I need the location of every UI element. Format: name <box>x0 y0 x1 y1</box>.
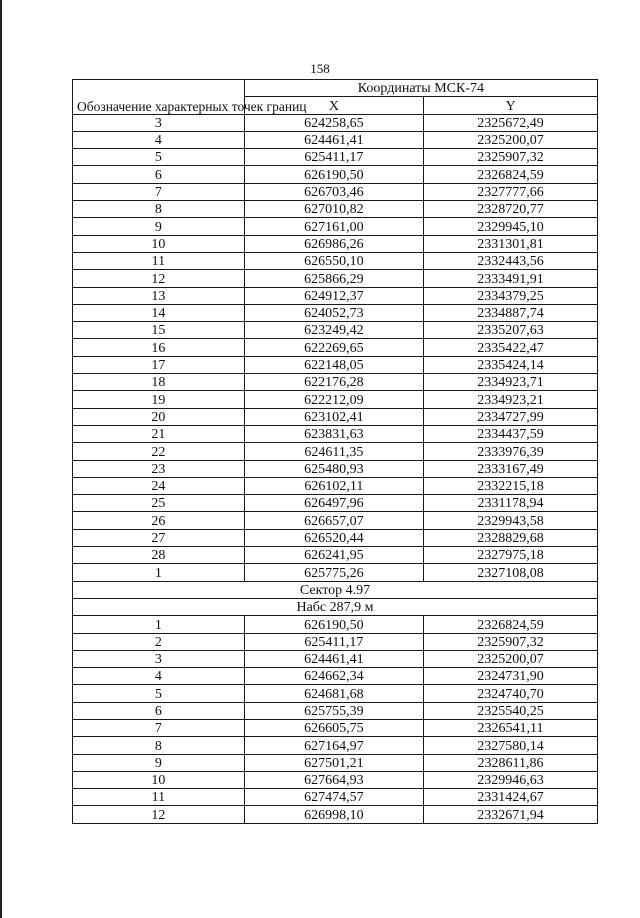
y-coordinate-cell: 2325540,25 <box>424 702 598 719</box>
y-coordinate-cell: 2334923,71 <box>424 374 598 391</box>
y-coordinate-cell: 2327108,08 <box>424 564 598 581</box>
y-coordinate-cell: 2334727,99 <box>424 408 598 425</box>
table-row <box>73 391 598 408</box>
x-coordinate-cell: 623249,42 <box>244 322 423 339</box>
y-coordinate-cell: 2333167,49 <box>424 460 598 477</box>
y-coordinate-cell: 2327580,14 <box>424 737 598 754</box>
x-coordinate-cell: 627474,57 <box>244 789 423 806</box>
height-label: Набс 287,9 м <box>73 598 598 615</box>
x-coordinate-cell: 626657,07 <box>244 512 423 529</box>
point-number-cell: 13 <box>73 287 245 304</box>
point-number-cell: 2 <box>73 633 245 650</box>
point-number-cell: 8 <box>73 737 245 754</box>
x-coordinate-cell: 624681,68 <box>244 685 423 702</box>
x-coordinate-cell: 623831,63 <box>244 425 423 442</box>
x-coordinate-cell: 622269,65 <box>244 339 423 356</box>
header-coordinates-title: Координаты МСК-74 <box>244 80 597 97</box>
point-number-cell: 1 <box>73 564 245 581</box>
point-number-cell: 3 <box>73 650 245 667</box>
table-row <box>73 339 598 356</box>
y-coordinate-cell: 2335424,14 <box>424 356 598 373</box>
point-number-cell: 14 <box>73 304 245 321</box>
x-coordinate-cell: 627164,97 <box>244 737 423 754</box>
y-coordinate-cell: 2325907,32 <box>424 633 598 650</box>
point-number-cell: 20 <box>73 408 245 425</box>
point-number-cell: 17 <box>73 356 245 373</box>
header-col-x: X <box>244 97 423 114</box>
point-number-cell: 5 <box>73 685 245 702</box>
y-coordinate-cell: 2325200,07 <box>424 131 598 148</box>
x-coordinate-cell: 626190,50 <box>244 616 423 633</box>
page-number: 158 <box>310 61 330 76</box>
table-row <box>73 702 598 719</box>
y-coordinate-cell: 2328611,86 <box>424 754 598 771</box>
table-row <box>73 408 598 425</box>
sector-title: Сектор 4.97 <box>73 581 598 598</box>
point-number-cell: 10 <box>73 235 245 252</box>
point-number-cell: 16 <box>73 339 245 356</box>
x-coordinate-cell: 624258,65 <box>244 114 423 131</box>
point-number-cell: 15 <box>73 322 245 339</box>
x-coordinate-cell: 625480,93 <box>244 460 423 477</box>
table-row <box>73 425 598 442</box>
x-coordinate-cell: 623102,41 <box>244 408 423 425</box>
point-number-cell: 9 <box>73 754 245 771</box>
table-row <box>73 685 598 702</box>
point-number-cell: 1 <box>73 616 245 633</box>
header-point-designation: Обозначение характерных точек границ <box>73 80 245 115</box>
table-row <box>73 564 598 581</box>
point-number-cell: 3 <box>73 114 245 131</box>
table-row <box>73 460 598 477</box>
table-row <box>73 443 598 460</box>
point-number-cell: 6 <box>73 702 245 719</box>
y-coordinate-cell: 2329943,58 <box>424 512 598 529</box>
x-coordinate-cell: 627664,93 <box>244 771 423 788</box>
y-coordinate-cell: 2332671,94 <box>424 806 598 823</box>
table-row <box>73 616 598 633</box>
table-row <box>73 633 598 650</box>
x-coordinate-cell: 622176,28 <box>244 374 423 391</box>
point-number-cell: 8 <box>73 201 245 218</box>
y-coordinate-cell: 2335422,47 <box>424 339 598 356</box>
x-coordinate-cell: 626241,95 <box>244 547 423 564</box>
x-coordinate-cell: 624052,73 <box>244 304 423 321</box>
y-coordinate-cell: 2326541,11 <box>424 719 598 736</box>
y-coordinate-cell: 2334379,25 <box>424 287 598 304</box>
x-coordinate-cell: 622148,05 <box>244 356 423 373</box>
y-coordinate-cell: 2332215,18 <box>424 477 598 494</box>
point-number-cell: 12 <box>73 270 245 287</box>
point-number-cell: 6 <box>73 166 245 183</box>
y-coordinate-cell: 2328829,68 <box>424 529 598 546</box>
point-number-cell: 26 <box>73 512 245 529</box>
point-number-cell: 12 <box>73 806 245 823</box>
table-row <box>73 477 598 494</box>
table-row <box>73 495 598 512</box>
y-coordinate-cell: 2335207,63 <box>424 322 598 339</box>
x-coordinate-cell: 624662,34 <box>244 668 423 685</box>
x-coordinate-cell: 626190,50 <box>244 166 423 183</box>
sector-title-row <box>73 581 598 598</box>
table-row <box>73 754 598 771</box>
point-number-cell: 7 <box>73 183 245 200</box>
table-row <box>73 149 598 166</box>
x-coordinate-cell: 626703,46 <box>244 183 423 200</box>
x-coordinate-cell: 627161,00 <box>244 218 423 235</box>
y-coordinate-cell: 2329945,10 <box>424 218 598 235</box>
y-coordinate-cell: 2331178,94 <box>424 495 598 512</box>
point-number-cell: 28 <box>73 547 245 564</box>
coordinates-table <box>72 79 598 824</box>
x-coordinate-cell: 625755,39 <box>244 702 423 719</box>
table-row <box>73 806 598 823</box>
point-number-cell: 23 <box>73 460 245 477</box>
table-row <box>73 304 598 321</box>
table-row <box>73 322 598 339</box>
x-coordinate-cell: 624461,41 <box>244 131 423 148</box>
x-coordinate-cell: 627501,21 <box>244 754 423 771</box>
table-row <box>73 114 598 131</box>
x-coordinate-cell: 626102,11 <box>244 477 423 494</box>
point-number-cell: 7 <box>73 719 245 736</box>
y-coordinate-cell: 2334887,74 <box>424 304 598 321</box>
y-coordinate-cell: 2334437,59 <box>424 425 598 442</box>
x-coordinate-cell: 626497,96 <box>244 495 423 512</box>
point-number-cell: 21 <box>73 425 245 442</box>
table-row <box>73 252 598 269</box>
x-coordinate-cell: 626520,44 <box>244 529 423 546</box>
y-coordinate-cell: 2326824,59 <box>424 166 598 183</box>
table-row <box>73 374 598 391</box>
y-coordinate-cell: 2331301,81 <box>424 235 598 252</box>
table-row <box>73 166 598 183</box>
point-number-cell: 18 <box>73 374 245 391</box>
point-number-cell: 10 <box>73 771 245 788</box>
y-coordinate-cell: 2333491,91 <box>424 270 598 287</box>
x-coordinate-cell: 626998,10 <box>244 806 423 823</box>
x-coordinate-cell: 624912,37 <box>244 287 423 304</box>
point-number-cell: 4 <box>73 668 245 685</box>
y-coordinate-cell: 2331424,67 <box>424 789 598 806</box>
point-number-cell: 4 <box>73 131 245 148</box>
scan-edge-line <box>0 0 2 918</box>
point-number-cell: 22 <box>73 443 245 460</box>
x-coordinate-cell: 624611,35 <box>244 443 423 460</box>
header-col-y: Y <box>424 97 598 114</box>
x-coordinate-cell: 622212,09 <box>244 391 423 408</box>
height-label-row <box>73 598 598 615</box>
y-coordinate-cell: 2325672,49 <box>424 114 598 131</box>
y-coordinate-cell: 2325907,32 <box>424 149 598 166</box>
y-coordinate-cell: 2326824,59 <box>424 616 598 633</box>
y-coordinate-cell: 2332443,56 <box>424 252 598 269</box>
x-coordinate-cell: 625775,26 <box>244 564 423 581</box>
y-coordinate-cell: 2334923,21 <box>424 391 598 408</box>
table-row <box>73 218 598 235</box>
table-row <box>73 183 598 200</box>
x-coordinate-cell: 626986,26 <box>244 235 423 252</box>
x-coordinate-cell: 625411,17 <box>244 149 423 166</box>
x-coordinate-cell: 625411,17 <box>244 633 423 650</box>
table-row <box>73 529 598 546</box>
table-row <box>73 270 598 287</box>
table-row <box>73 235 598 252</box>
point-number-cell: 25 <box>73 495 245 512</box>
table-row <box>73 737 598 754</box>
table-header-row <box>73 80 598 97</box>
table-row <box>73 650 598 667</box>
point-number-cell: 11 <box>73 789 245 806</box>
x-coordinate-cell: 626550,10 <box>244 252 423 269</box>
point-number-cell: 19 <box>73 391 245 408</box>
point-number-cell: 24 <box>73 477 245 494</box>
x-coordinate-cell: 625866,29 <box>244 270 423 287</box>
table-row <box>73 719 598 736</box>
y-coordinate-cell: 2325200,07 <box>424 650 598 667</box>
table-row <box>73 547 598 564</box>
table-row <box>73 668 598 685</box>
point-number-cell: 9 <box>73 218 245 235</box>
y-coordinate-cell: 2327777,66 <box>424 183 598 200</box>
x-coordinate-cell: 626605,75 <box>244 719 423 736</box>
y-coordinate-cell: 2327975,18 <box>424 547 598 564</box>
table-row <box>73 287 598 304</box>
table-row <box>73 789 598 806</box>
y-coordinate-cell: 2328720,77 <box>424 201 598 218</box>
x-coordinate-cell: 624461,41 <box>244 650 423 667</box>
y-coordinate-cell: 2329946,63 <box>424 771 598 788</box>
point-number-cell: 11 <box>73 252 245 269</box>
point-number-cell: 27 <box>73 529 245 546</box>
table-row <box>73 771 598 788</box>
table-row <box>73 356 598 373</box>
table-row <box>73 131 598 148</box>
table-row <box>73 201 598 218</box>
y-coordinate-cell: 2324740,70 <box>424 685 598 702</box>
x-coordinate-cell: 627010,82 <box>244 201 423 218</box>
y-coordinate-cell: 2333976,39 <box>424 443 598 460</box>
point-number-cell: 5 <box>73 149 245 166</box>
table-row <box>73 512 598 529</box>
y-coordinate-cell: 2324731,90 <box>424 668 598 685</box>
